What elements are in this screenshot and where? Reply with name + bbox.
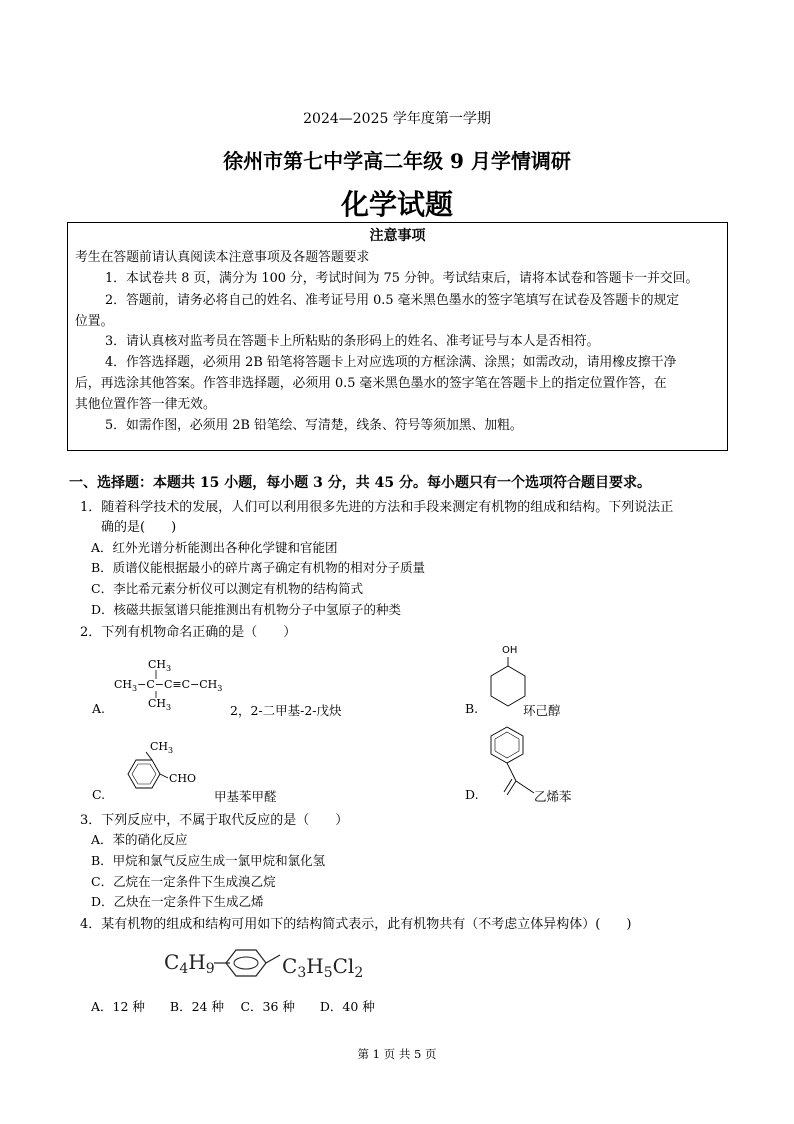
option-label: D. — [465, 787, 479, 802]
q2-a-ch3-bottom: $CH_3$ — [148, 697, 172, 712]
question-stem: 4．某有机物的组成和结构可用如下的结构简式表示，此有机物共有（不考虑立体异构体）( ) — [80, 917, 632, 932]
section-heading: 一、选择题：本题共 15 小题，每小题 3 分，共 45 分。每小题只有一个选项符合题目要求。 — [69, 475, 651, 491]
notice-item: 3．请认真核对监考员在答题卡上所粘贴的条形码上的姓名、准考证号与本人是否相符。 — [105, 334, 600, 349]
option: B．甲烷和氯气反应生成一氯甲烷和氯化氢 — [91, 853, 326, 868]
option-name: 2，2-二甲基-2-戊炔 — [230, 703, 342, 718]
page-number: 第 1 页 共 5 页 — [357, 1047, 437, 1061]
notice-title: 注意事项 — [369, 228, 426, 244]
option-name: 环己醇 — [523, 703, 561, 718]
notice-item: 5．如需作图，必须用 2B 铅笔绘、写清楚，线条、符号等须加黑、加粗。 — [105, 418, 523, 433]
question-stem: 1．随着科学技术的发展，人们可以利用很多先进的方法和手段来测定有机物的组成和结构。下列说法正 — [80, 500, 674, 515]
question-stem: 2．下列有机物命名正确的是（ ） — [80, 625, 297, 640]
option: B．质谱仪能根据最小的碎片离子确定有机物的相对分子质量 — [91, 560, 426, 575]
q2-c-structure — [112, 738, 197, 796]
q4-right-group: $C_3H_5Cl_2$ — [282, 954, 364, 981]
notice-item: 其他位置作答一律无效。 — [75, 397, 216, 412]
notice-intro: 考生在答题前请认真阅读本注意事项及各题答题要求 — [75, 250, 370, 265]
q4-structure — [162, 943, 367, 981]
option: C．李比希元素分析仪可以测定有机物的结构简式 — [91, 581, 364, 596]
question-stem: 3．下列反应中，不属于取代反应的是（ ） — [80, 813, 349, 828]
q2-c-ch3: $CH_3$ — [150, 740, 174, 755]
question-stem: 确的是( ) — [101, 520, 177, 535]
option: A．红外光谱分析能测出各种化学键和官能团 — [91, 540, 338, 555]
notice-item: 2．答题前，请务必将自己的姓名、准考证号用 0.5 毫米黑色墨水的签字笔填写在试卷及答题卡的规定 — [105, 293, 680, 308]
term-line: 2024—2025 学年度第一学期 — [303, 111, 491, 127]
q2-b-oh: OH — [502, 645, 518, 656]
q2-a-structure — [110, 655, 240, 710]
option-name: 甲基苯甲醛 — [214, 789, 277, 804]
notice-item: 4．作答选择题，必须用 2B 铅笔将答题卡上对应选项的方框涂满、涂黑；如需改动，请用橡皮擦干净 — [105, 355, 677, 370]
notice-item: 1．本试卷共 8 页，满分为 100 分，考试时间为 75 分钟。考试结束后，请将本试卷和答题卡一并交回。 — [105, 271, 699, 286]
subject-title: 化学试题 — [340, 188, 453, 221]
q2-a-main: $CH_3-C-C\equiv C-CH_3$ — [114, 678, 223, 693]
notice-box — [67, 222, 728, 451]
q2-c-cho: CHO — [169, 772, 197, 785]
q4-left-group: $C_4H_9$ — [164, 950, 215, 977]
option: D．乙炔在一定条件下生成乙烯 — [91, 894, 264, 909]
option: A．苯的硝化反应 — [91, 832, 188, 847]
q2-a-ch3-top: $CH_3$ — [148, 658, 172, 673]
option-row: A．12 种 B．24 种 C．36 种 D．40 种 — [91, 999, 375, 1014]
option-label: C. — [92, 787, 106, 802]
option: C．乙烷在一定条件下生成溴乙烷 — [91, 874, 276, 889]
school-title: 徐州市第七中学高二年级 9 月学情调研 — [223, 149, 571, 173]
q2-d-structure — [480, 725, 540, 805]
option: D．核磁共振氢谱只能推测出有机物分子中氢原子的种类 — [91, 602, 402, 617]
notice-item: 位置。 — [75, 314, 114, 329]
option-label: B. — [465, 701, 479, 716]
option-label: A. — [92, 701, 106, 716]
notice-item: 后，再选涂其他答案。作答非选择题，必须用 0.5 毫米黑色墨水的签字笔在答题卡上的指定位置作答，在 — [75, 376, 667, 391]
option-name: 乙烯苯 — [534, 789, 572, 804]
